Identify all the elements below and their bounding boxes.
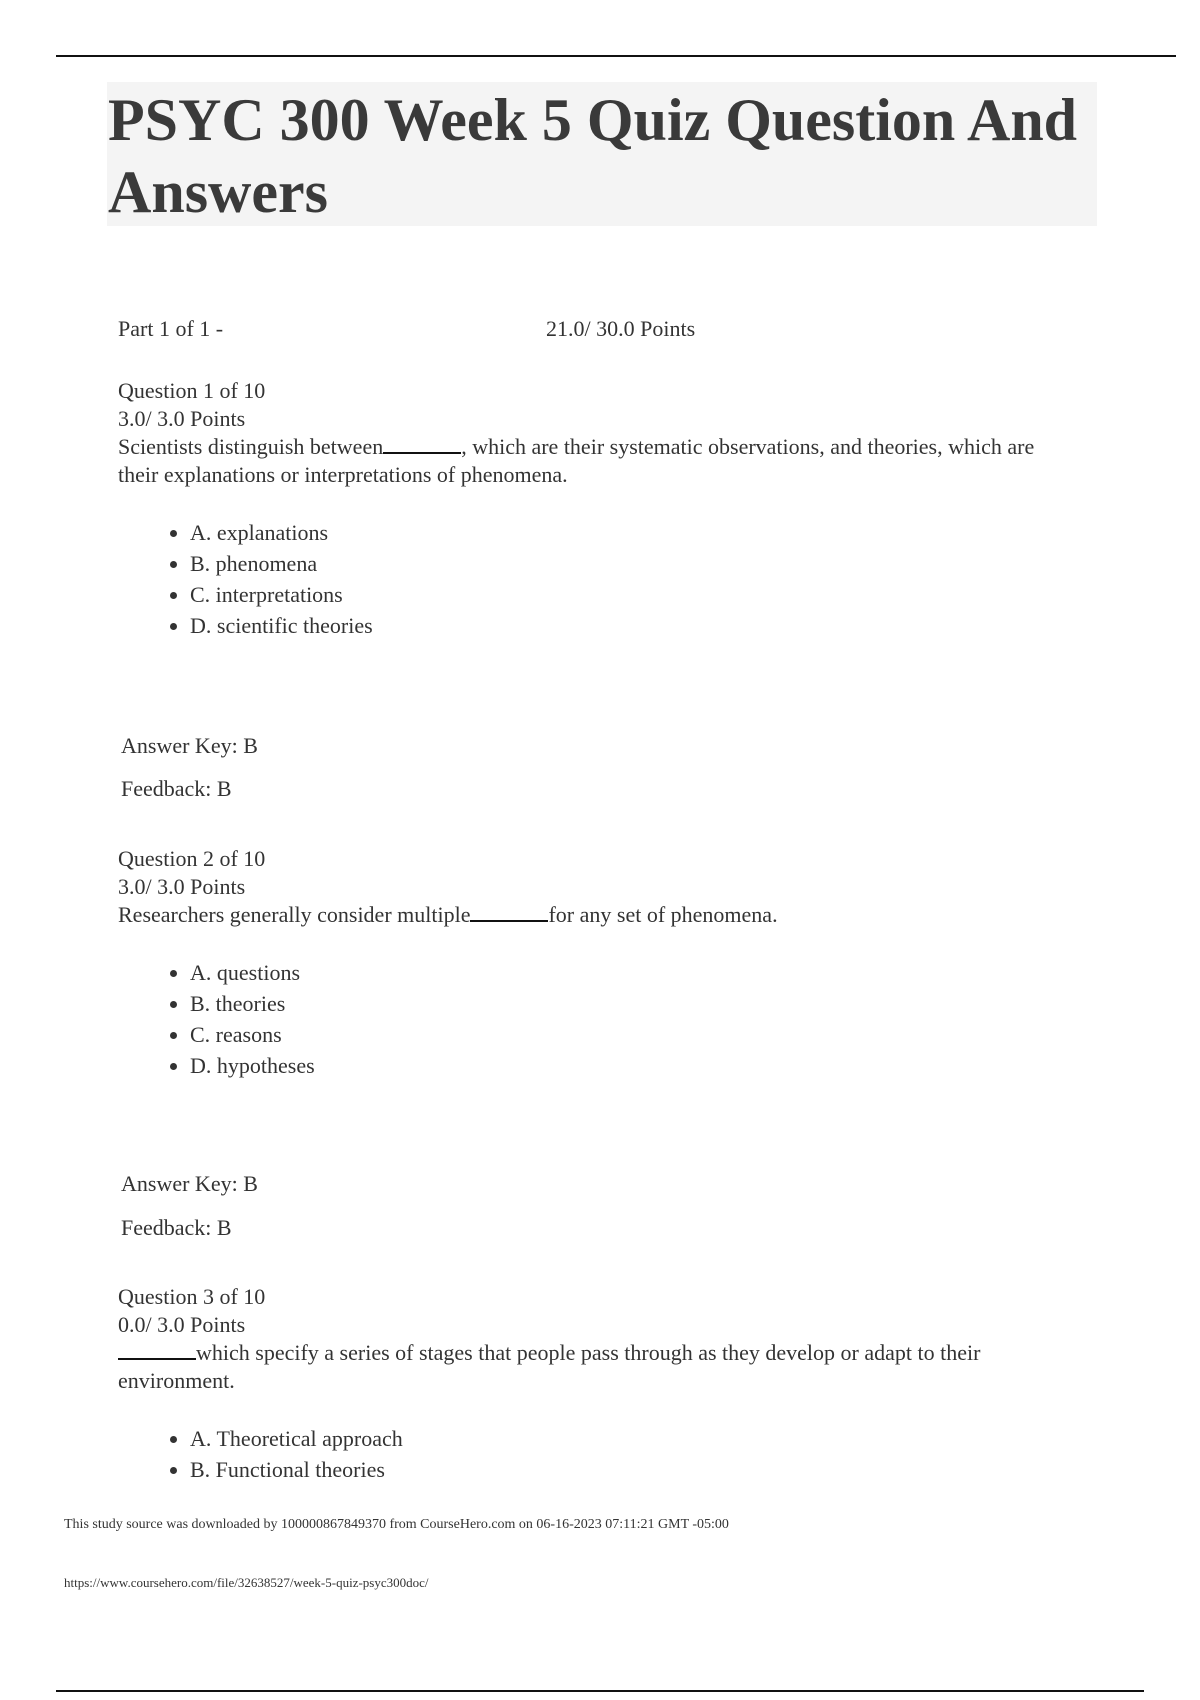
option-item: • D. scientific theories xyxy=(190,610,1078,641)
download-notice: This study source was downloaded by 100000867849370 from CourseHero.com on 06-16-2023 07:11:21 GMT -05:00 xyxy=(64,1517,729,1532)
question-header: Question 3 of 10 xyxy=(118,1284,266,1309)
question-points: 0.0/ 3.0 Points xyxy=(118,1312,246,1337)
option-item: • B. phenomena xyxy=(190,548,1078,579)
feedback: Feedback: B xyxy=(121,776,232,801)
feedback: Feedback: B xyxy=(121,1215,232,1240)
options-list xyxy=(118,1423,1078,1485)
question-points: 3.0/ 3.0 Points xyxy=(118,874,246,899)
top-divider xyxy=(56,55,1176,57)
question-header: Question 2 of 10 xyxy=(118,846,266,871)
option-item: • D. hypotheses xyxy=(190,1050,1078,1081)
question-prompt: Scientists distinguish between , which are their systematic observations, and theories, which are their explanations or interpretations of phenomena. xyxy=(118,434,1035,487)
answer-blank xyxy=(118,1340,196,1360)
question-prompt: which specify a series of stages that people pass through as they develop or adapt to their environment. xyxy=(118,1340,981,1393)
option-item: • B. theories xyxy=(190,988,1078,1019)
source-url[interactable]: https://www.coursehero.com/file/32638527/week-5-quiz-psyc300doc/ xyxy=(64,1575,429,1590)
option-item: • B. Functional theories xyxy=(190,1454,1078,1485)
answer-key: Answer Key: B xyxy=(121,733,258,758)
option-item: • C. interpretations xyxy=(190,579,1078,610)
answer-blank xyxy=(470,902,548,922)
part-label: Part 1 of 1 - xyxy=(118,316,224,341)
question-prompt: Researchers generally consider multiple for any set of phenomena. xyxy=(118,902,778,927)
options-list xyxy=(118,517,1078,641)
question-header: Question 1 of 10 xyxy=(118,378,266,403)
bottom-divider xyxy=(56,1690,1144,1692)
answer-key: Answer Key: B xyxy=(121,1171,258,1196)
question-3 xyxy=(118,1283,1078,1485)
answer-blank xyxy=(383,434,461,454)
option-item: • A. questions xyxy=(190,957,1078,988)
question-1 xyxy=(118,377,1078,641)
option-item: • A. explanations xyxy=(190,517,1078,548)
options-list xyxy=(118,957,1078,1081)
part-points: 21.0/ 30.0 Points xyxy=(546,316,696,341)
question-2 xyxy=(118,845,1078,1081)
document-title: PSYC 300 Week 5 Quiz Question And Answers xyxy=(108,87,1078,225)
option-item: • C. reasons xyxy=(190,1019,1078,1050)
option-item: • A. Theoretical approach xyxy=(190,1423,1078,1454)
question-points: 3.0/ 3.0 Points xyxy=(118,406,246,431)
